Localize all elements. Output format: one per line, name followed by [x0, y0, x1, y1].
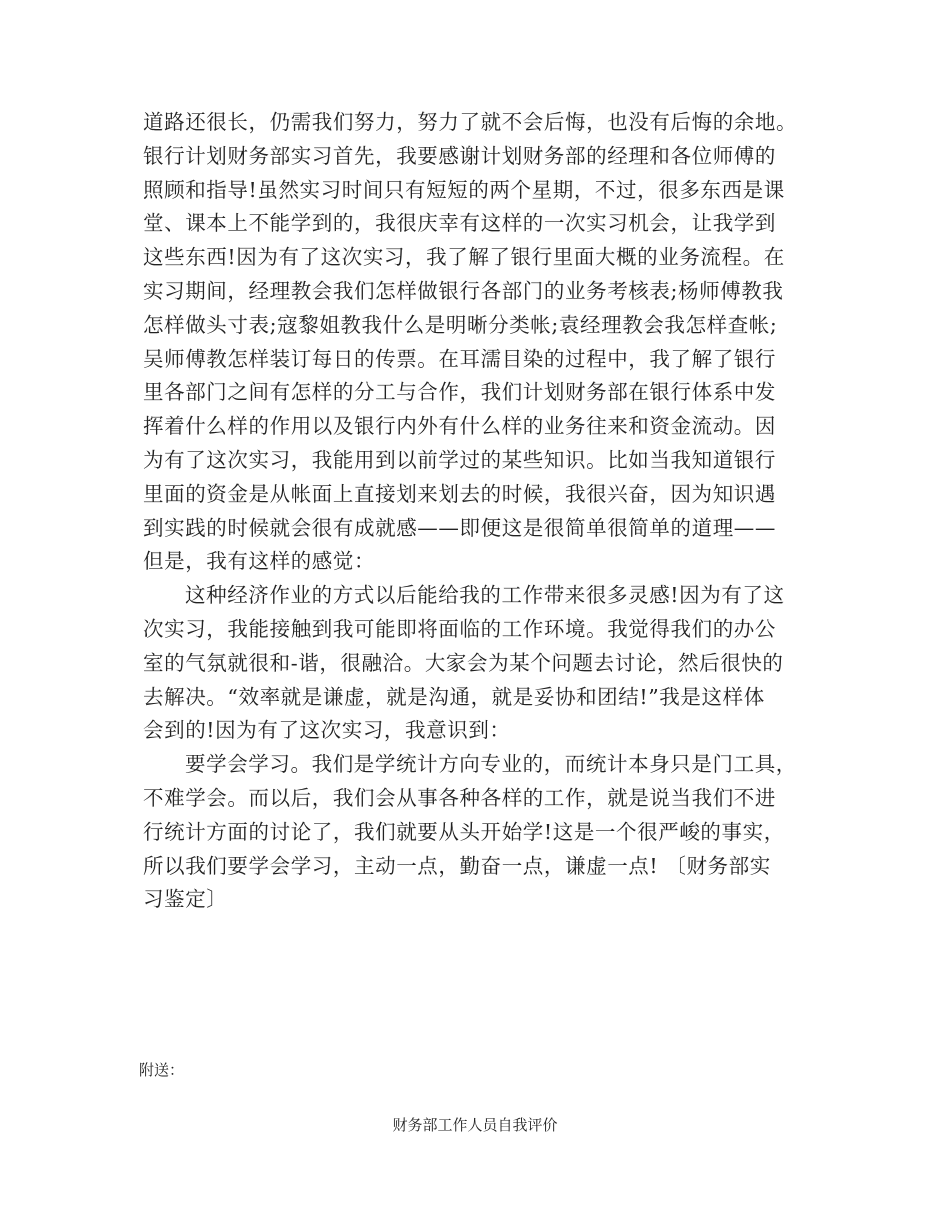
text-line: 里面的资金是从帐面上直接划来划去的时候，我很兴奋，因为知识遇: [143, 481, 776, 506]
paragraph-start-line: 要学会学习。我们是学统计方向专业的，而统计本身只是门工具，: [185, 752, 797, 777]
text-line: 到实践的时候就会很有成就感——即便这是很简单很简单的道理——: [143, 515, 776, 540]
text-line: 道路还很长，仍需我们努力，努力了就不会后悔，也没有后悔的余地。: [143, 110, 798, 134]
text-line: 怎样做头寸表;寇黎姐教我什么是明晰分类帐;袁经理教会我怎样查帐;: [143, 312, 778, 337]
text-line: 去解决。“效率就是谦虚，就是沟通，就是妥协和团结!”我是这样体: [143, 684, 765, 709]
text-line: 为有了这次实习，我能用到以前学过的某些知识。比如当我知道银行: [143, 447, 776, 472]
text-line: 但是，我有这样的感觉：: [143, 549, 376, 574]
appendix-label: 附送：: [139, 1061, 185, 1079]
text-line: 吴师傅教怎样装订每日的传票。在耳濡目染的过程中，我了解了银行: [143, 346, 776, 371]
paragraph-start-line: 这种经济作业的方式以后能给我的工作带来很多灵感!因为有了这: [185, 583, 785, 608]
text-line: 实习期间，经理教会我们怎样做银行各部门的业务考核表;杨师傅教我: [143, 278, 784, 303]
text-line: 挥着什么样的作用以及银行内外有什么样的业务往来和资金流动。因: [143, 414, 776, 439]
text-line: 不难学会。而以后，我们会从事各种各样的工作，就是说当我们不进: [143, 785, 776, 810]
text-line: 照顾和指导!虽然实习时间只有短短的两个星期，不过，很多东西是课: [143, 177, 785, 202]
appendix-title: 财务部工作人员自我评价: [392, 1116, 558, 1134]
text-line: 次实习，我能接触到我可能即将面临的工作环境。我觉得我们的办公: [143, 616, 776, 641]
text-line: 室的气氛就很和-谐，很融洽。大家会为某个问题去讨论，然后很快的: [143, 650, 784, 675]
text-line: 行统计方面的讨论了，我们就要从头开始学!这是一个很严峻的事实，: [143, 819, 785, 844]
body-text: [143, 106, 815, 917]
text-line: 里各部门之间有怎样的分工与合作，我们计划财务部在银行体系中发: [143, 380, 776, 405]
text-line: 所以我们要学会学习，主动一点，勤奋一点，谦虚一点! 〔财务部实: [143, 853, 771, 878]
text-line: 习鉴定〕: [143, 887, 228, 912]
text-line: 这些东西!因为有了这次实习，我了解了银行里面大概的业务流程。在: [143, 245, 785, 270]
text-line: 会到的!因为有了这次实习，我意识到：: [143, 718, 511, 743]
text-line: 堂、课本上不能学到的，我很庆幸有这样的一次实习机会，让我学到: [143, 211, 776, 236]
text-line: 银行计划财务部实习首先，我要感谢计划财务部的经理和各位师傅的: [143, 143, 776, 168]
